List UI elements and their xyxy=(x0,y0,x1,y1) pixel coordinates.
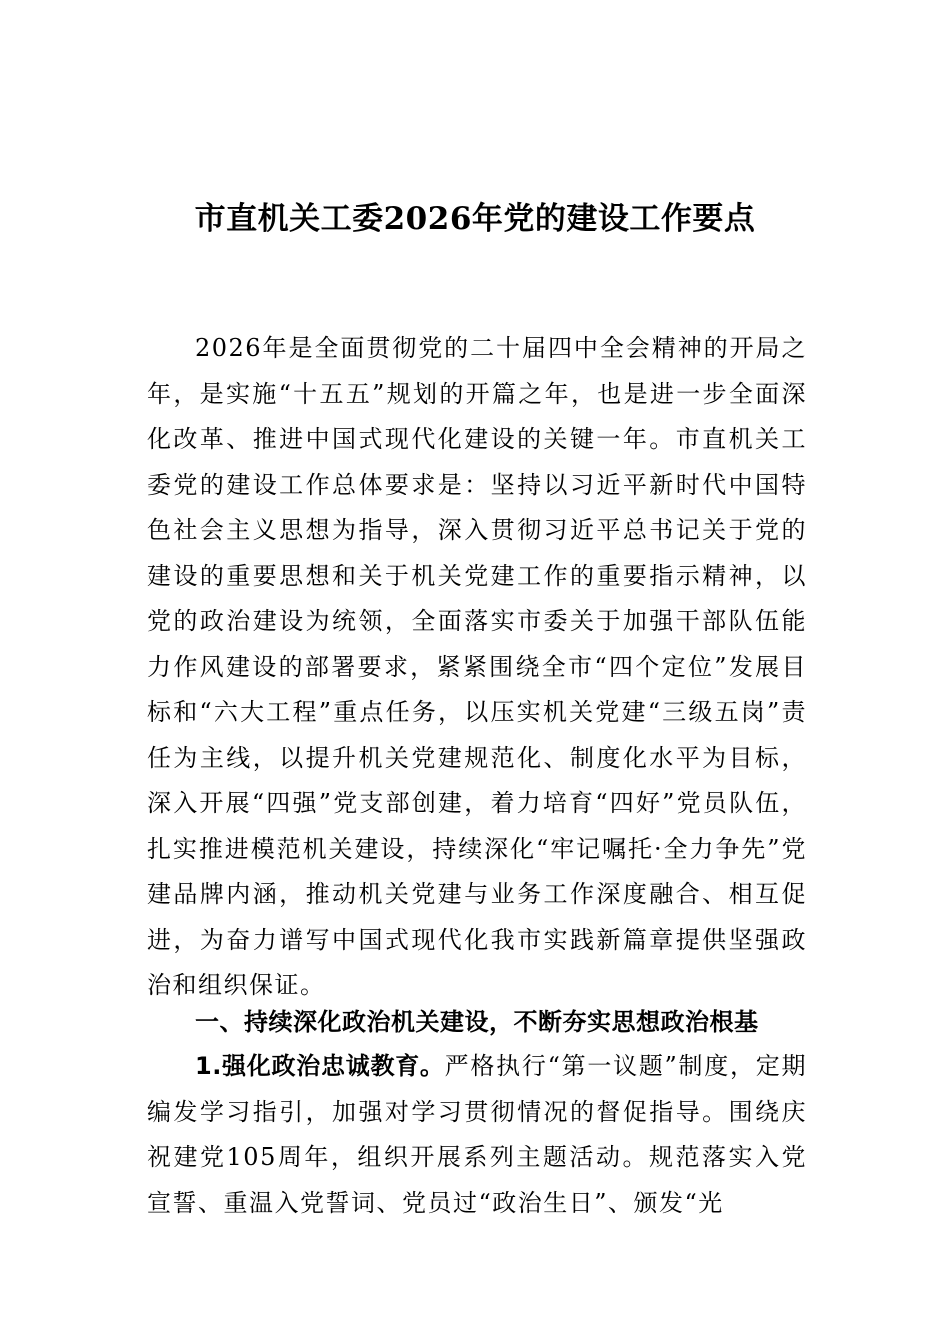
item-1-lead: 1.强化政治忠诚教育。 xyxy=(195,1052,445,1080)
intro-paragraph: 2026年是全面贯彻党的二十届四中全会精神的开局之年，是实施“十五五”规划的开篇之年，也是进一步全面深化改革、推进中国式现代化建设的关键一年。市直机关工委党的建设工作总体要求是：坚持以习近平新时代中国特色社会主义思想为指导，深入贯彻习近平总书记关于党的建设的重要思想和关于机关党建工作的重要指示精神，以党的政治建设为统领，全面落实市委关于加强干部队伍能力作风建设的部署要求，紧紧围绕全市“四个定位”发展目标和“六大工程”重点任务，以压实机关党建“三级五岗”责任为主线，以提升机关党建规范化、制度化水平为目标，深入开展“四强”党支部创建，着力培育“四好”党员队伍，扎实推进模范机关建设，持续深化“牢记嘱托·全力争先”党建品牌内涵，推动机关党建与业务工作深度融合、相互促进，为奋力谱写中国式现代化我市实践新篇章提供坚强政治和组织保证。 xyxy=(147,334,807,999)
section-heading-1: 一、持续深化政治机关建设，不断夯实思想政治根基 xyxy=(195,1008,759,1036)
item-1-text: 严格执行“第一议题”制度，定期编发学习指引，加强对学习贯彻情况的督促指导。围绕庆祝建党105周年，组织开展系列主题活动。规范落实入党宣誓、重温入党誓词、党员过“政治生日”、颁发“光 xyxy=(147,1052,807,1217)
document-title: 市直机关工委2026年党的建设工作要点 xyxy=(194,201,756,237)
item-paragraph-1 xyxy=(147,1044,807,1226)
